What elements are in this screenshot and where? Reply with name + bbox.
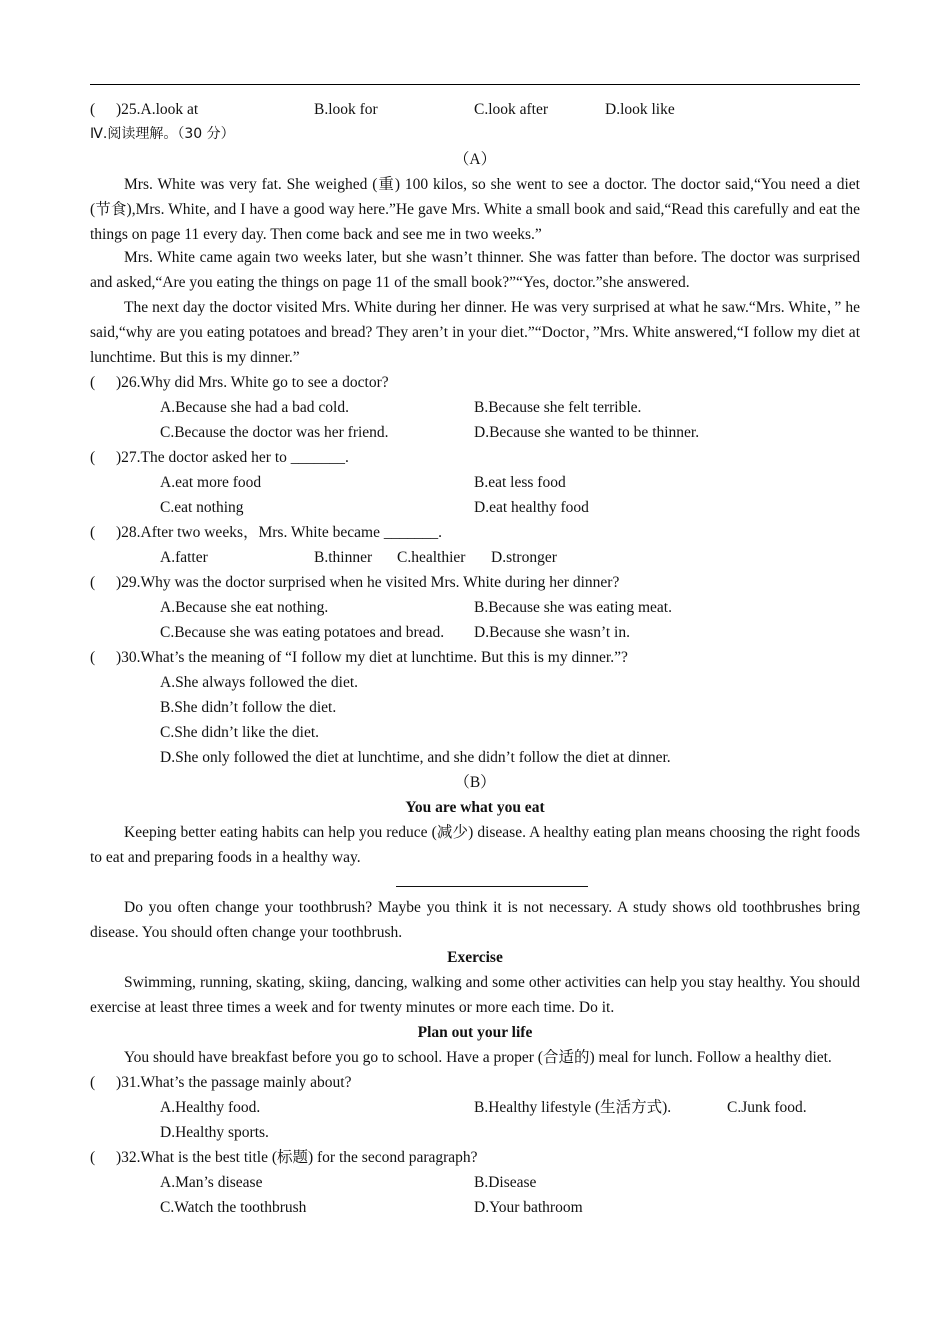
heading-exercise: Exercise: [447, 949, 503, 966]
q32-option-c: C.Watch the toothbrush: [160, 1199, 307, 1216]
q28-option-c: C.healthier: [397, 549, 466, 566]
question-27: [90, 445, 860, 470]
q31-option-c: C.Junk food.: [727, 1099, 807, 1116]
question-28: [90, 520, 860, 545]
q26-option-c: C.Because the doctor was her friend.: [160, 424, 389, 441]
q25-option-a: )25.A.look at: [116, 101, 199, 118]
question-29: [90, 570, 860, 595]
q29-option-c: C.Because she was eating potatoes and bread.: [160, 624, 445, 641]
q25-option-c: C.look after: [474, 101, 549, 118]
q32-option-d: D.Your bathroom: [474, 1199, 583, 1216]
q27-option-b: B.eat less food: [474, 474, 566, 491]
passage-b-title: You are what you eat: [405, 799, 545, 816]
q32-option-b: B.Disease: [474, 1174, 537, 1191]
passage-b-paragraph-3: Swimming, running, skating, skiing, dancing, walking and some other activities can help you stay healthy. You should exercise at least three times a week and for twenty minutes or more each time. Do it.: [90, 974, 860, 1016]
passage-b-paragraph-1: Keeping better eating habits can help you reduce (减少) disease. A healthy eating plan means choosing the right foods to eat and preparing foods in a healthy way.: [90, 824, 860, 866]
q29-stem: )29.Why was the doctor surprised when he visited Mrs. White during her dinner?: [116, 574, 620, 591]
q30-option-c: C.She didn’t like the diet.: [160, 724, 320, 741]
q27-option-d: D.eat healthy food: [474, 499, 589, 516]
answer-paren[interactable]: (: [90, 449, 96, 466]
q32-option-a: A.Man’s disease: [160, 1174, 263, 1191]
heading-plan-out-your-life: Plan out your life: [417, 1024, 533, 1041]
header-rule: [90, 84, 860, 85]
q30-option-a: A.She always followed the diet.: [160, 674, 359, 691]
answer-paren[interactable]: (: [90, 649, 96, 666]
q30-option-d: D.She only followed the diet at lunchtime, and she didn’t follow the diet at dinner.: [160, 749, 671, 766]
q26-stem: )26.Why did Mrs. White go to see a doctor?: [116, 374, 389, 391]
passage-b-paragraph-4: You should have breakfast before you go to school. Have a proper (合适的) meal for lunch. Follow a healthy diet.: [124, 1049, 832, 1066]
q31-option-a: A.Healthy food.: [160, 1099, 261, 1116]
q29-option-b: B.Because she was eating meat.: [474, 599, 672, 616]
q27-stem: )27.The doctor asked her to _______.: [116, 449, 349, 466]
question-30: [90, 645, 860, 670]
section-heading: Ⅳ.阅读理解。（30 分）: [90, 126, 235, 142]
part-b-label: （B）: [454, 774, 496, 791]
question-26: [90, 370, 860, 395]
q31-stem: )31.What’s the passage mainly about?: [116, 1074, 352, 1091]
q31-option-d: D.Healthy sports.: [160, 1124, 269, 1141]
q25-option-d: D.look like: [605, 101, 675, 118]
answer-paren[interactable]: (: [90, 374, 96, 391]
passage-a-paragraph-2: Mrs. White came again two weeks later, but she wasn’t thinner. She was fatter than before. The doctor was surprised and asked,“Are you eating the things on page 11 of the small book?”“Yes, doctor.”she answered.: [90, 249, 860, 291]
q28-option-d: D.stronger: [491, 549, 557, 566]
q31-option-b: B.Healthy lifestyle (生活方式).: [474, 1099, 672, 1116]
answer-paren[interactable]: (: [90, 101, 96, 118]
worksheet-page: [90, 97, 860, 1220]
q28-option-a: A.fatter: [160, 549, 208, 566]
q32-stem: )32.What is the best title (标题) for the second paragraph?: [116, 1149, 478, 1166]
passage-a-paragraph-3: The next day the doctor visited Mrs. White during her dinner. He was very surprised at what he saw.“Mrs. White，” he said,“why are you eating potatoes and bread? They aren’t in your diet.”“Doctor，”Mrs. White answered,“I follow my diet at lunchtime. But this is my dinner.”: [90, 299, 860, 366]
q30-stem: )30.What’s the meaning of “I follow my diet at lunchtime. But this is my dinner.”?: [116, 649, 628, 666]
answer-paren[interactable]: (: [90, 524, 96, 541]
q28-stem: )28.After two weeks，Mrs. White became _______.: [116, 524, 442, 541]
answer-paren[interactable]: (: [90, 574, 96, 591]
question-31: [90, 1070, 860, 1095]
q26-option-a: A.Because she had a bad cold.: [160, 399, 349, 416]
passage-b-paragraph-2: Do you often change your toothbrush? Maybe you think it is not necessary. A study shows old toothbrushes bring disease. You should often change your toothbrush.: [90, 899, 860, 941]
part-a-label: （A）: [453, 151, 497, 168]
question-25: [90, 97, 860, 122]
q27-option-c: C.eat nothing: [160, 499, 244, 516]
question-32: [90, 1145, 860, 1170]
q25-option-b: B.look for: [314, 101, 378, 118]
answer-paren[interactable]: (: [90, 1149, 96, 1166]
blank-heading-line: [90, 870, 860, 895]
q30-option-b: B.She didn’t follow the diet.: [160, 699, 337, 716]
q29-option-a: A.Because she eat nothing.: [160, 599, 329, 616]
passage-a-paragraph-1: Mrs. White was very fat. She weighed (重) 100 kilos, so she went to see a doctor. The doctor said,“You need a diet (节食),Mrs. White, and I have a good way here.”He gave Mrs. White a small book and said,“Read this carefully and eat the things on page 11 every day. Then come back and see me in two weeks.”: [90, 176, 860, 243]
q26-option-b: B.Because she felt terrible.: [474, 399, 642, 416]
answer-paren[interactable]: (: [90, 1074, 96, 1091]
q27-option-a: A.eat more food: [160, 474, 262, 491]
q26-option-d: D.Because she wanted to be thinner.: [474, 424, 700, 441]
q29-option-d: D.Because she wasn’t in.: [474, 624, 630, 641]
q28-option-b: B.thinner: [314, 549, 373, 566]
